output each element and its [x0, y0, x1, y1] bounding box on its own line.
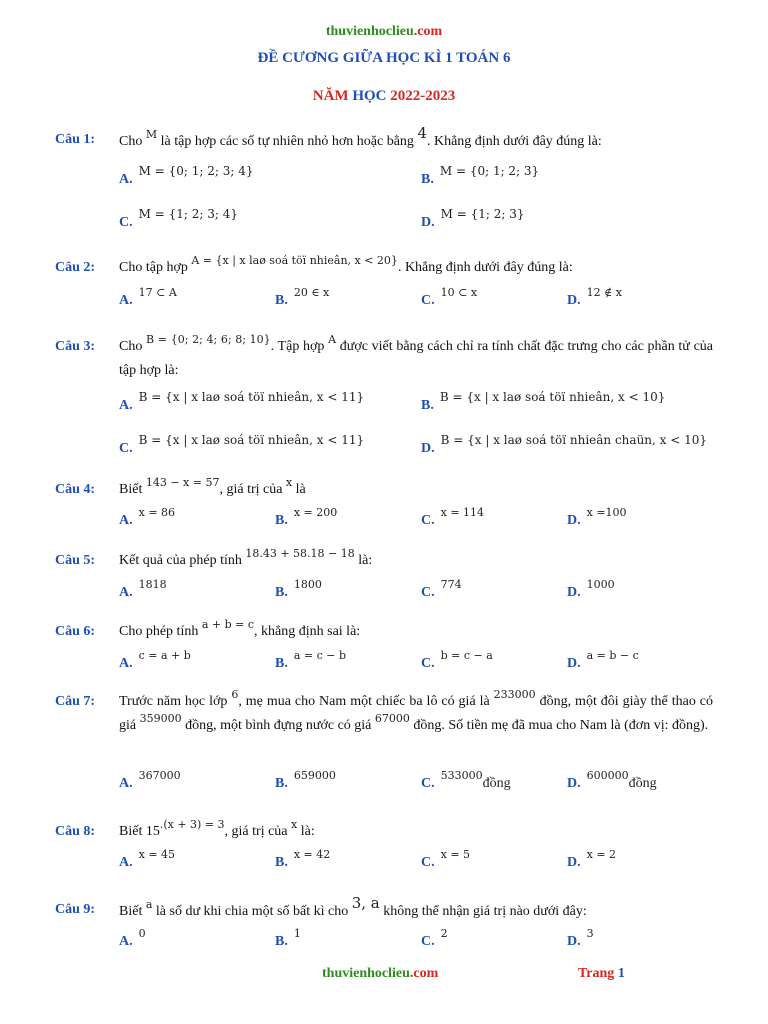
option-value: 0	[138, 927, 146, 940]
option-b[interactable]	[275, 578, 322, 601]
option-label: C.	[421, 934, 435, 949]
question-3	[55, 335, 713, 383]
math-expr: x	[291, 818, 298, 831]
option-c[interactable]	[421, 506, 485, 529]
option-value: M = {1; 2; 3; 4}	[138, 207, 238, 221]
option-value: c = a + b	[138, 649, 191, 662]
option-a[interactable]	[119, 848, 176, 871]
option-number: 533000	[440, 769, 483, 782]
option-b[interactable]	[275, 848, 331, 871]
option-value	[139, 769, 181, 782]
option-b[interactable]	[275, 927, 301, 950]
option-label: D.	[421, 215, 435, 230]
option-value: x = 86	[138, 506, 176, 519]
option-c[interactable]	[421, 649, 493, 672]
option-d[interactable]	[567, 769, 657, 792]
option-d[interactable]	[421, 433, 708, 457]
question-label: Câu 4:	[55, 482, 96, 497]
math-expr: 233000	[493, 688, 536, 701]
text-part: là tập hợp các số tự nhiên nhỏ hơn hoặc bằng	[157, 134, 418, 149]
option-value: M = {0; 1; 2; 3; 4}	[138, 164, 254, 178]
option-label: A.	[119, 172, 133, 187]
option-label: A.	[119, 585, 133, 600]
option-c[interactable]	[421, 578, 462, 601]
footer-site-tld: .com	[409, 966, 439, 981]
math-expr: 6	[231, 688, 239, 701]
question-label: Câu 5:	[55, 553, 96, 568]
school-year-mid: HỌC	[352, 88, 387, 104]
option-value: x =100	[586, 506, 627, 519]
option-c[interactable]	[421, 769, 511, 792]
text-part: Cho	[119, 134, 146, 149]
text-part: Cho tập hợp	[119, 260, 192, 275]
option-label: D.	[567, 585, 581, 600]
option-label: D.	[567, 656, 581, 671]
header-site-link[interactable]	[0, 24, 768, 40]
option-value: x = 5	[440, 848, 471, 861]
question-6	[55, 620, 713, 644]
page-number-value: 1	[617, 966, 625, 981]
question-8	[55, 820, 713, 844]
text-part: là	[292, 482, 306, 497]
option-label: A.	[119, 855, 133, 870]
math-expr: 4	[417, 124, 427, 142]
school-year-suffix: 2022-2023	[386, 88, 456, 104]
option-d[interactable]	[567, 848, 617, 871]
question-text	[119, 335, 713, 383]
option-value: 1	[293, 927, 301, 940]
option-label: C.	[119, 215, 133, 230]
option-value: 3	[586, 927, 594, 940]
option-label: B.	[275, 293, 288, 308]
question-text	[119, 820, 713, 844]
option-label: C.	[421, 855, 435, 870]
option-label: A.	[119, 656, 133, 671]
text-part: . Khẳng định dưới đây đúng là:	[397, 260, 573, 275]
option-value: b = c − a	[440, 649, 493, 662]
text-part: , mẹ mua cho Nam một chiếc ba lô có giá là	[238, 694, 494, 709]
option-value: x = 200	[293, 506, 338, 519]
option-value: 17 ⊂ A	[138, 286, 177, 299]
option-label: C.	[421, 585, 435, 600]
question-label: Câu 8:	[55, 824, 96, 839]
question-text	[119, 124, 713, 154]
footer-site-link[interactable]	[322, 966, 438, 982]
option-label: D.	[567, 776, 581, 791]
text-part: , khẳng định sai là:	[254, 624, 361, 639]
text-part: Biết	[119, 904, 146, 919]
text-part: , giá trị của	[224, 824, 292, 839]
math-expr: x	[285, 476, 293, 489]
question-text	[119, 478, 713, 502]
question-2	[55, 256, 713, 280]
option-c[interactable]	[119, 207, 238, 231]
header-site-tld: .com	[413, 24, 443, 39]
option-label: B.	[275, 855, 288, 870]
option-c[interactable]	[421, 848, 471, 871]
option-value: 1818	[138, 578, 167, 591]
text-part: . Khẳng định dưới đây đúng là:	[426, 134, 602, 149]
option-label: A.	[119, 934, 133, 949]
option-value	[294, 769, 336, 782]
option-b[interactable]	[421, 390, 666, 414]
option-label: B.	[275, 585, 288, 600]
option-c[interactable]	[421, 927, 448, 950]
question-text	[119, 620, 713, 644]
header-site-name: thuvienhoclieu	[325, 24, 414, 39]
math-expr: A	[328, 333, 337, 346]
option-value: M = {0; 1; 2; 3}	[439, 164, 540, 178]
option-b[interactable]	[421, 164, 540, 188]
option-label: D.	[421, 441, 435, 456]
math-expr: 143 − x = 57	[145, 476, 220, 489]
option-value: B = {x | x laø soá töï nhieân, x < 10}	[439, 390, 666, 404]
option-c[interactable]	[119, 433, 365, 457]
option-a[interactable]	[119, 578, 167, 601]
option-number: 367000	[138, 769, 181, 782]
option-label: D.	[567, 513, 581, 528]
option-unit: đồng	[628, 776, 657, 791]
option-label: B.	[421, 398, 434, 413]
text-part: là:	[297, 824, 315, 839]
question-text	[119, 549, 713, 573]
option-label: B.	[275, 776, 288, 791]
question-label: Câu 1:	[55, 132, 96, 147]
option-d[interactable]	[567, 927, 594, 950]
option-label: B.	[275, 656, 288, 671]
option-b[interactable]	[275, 649, 347, 672]
option-label: B.	[275, 934, 288, 949]
question-1	[55, 124, 713, 154]
question-label: Câu 2:	[55, 260, 96, 275]
option-a[interactable]	[119, 164, 254, 188]
option-label: D.	[567, 855, 581, 870]
option-value: 12 ∉ x	[586, 286, 622, 299]
option-b[interactable]	[275, 506, 338, 529]
option-label: C.	[421, 293, 435, 308]
option-b[interactable]	[275, 769, 336, 792]
option-a[interactable]	[119, 927, 146, 950]
option-label: C.	[119, 441, 133, 456]
math-expr: a + b = c	[201, 618, 255, 631]
option-a[interactable]	[119, 769, 181, 792]
option-d[interactable]	[567, 578, 615, 601]
text-part: là:	[354, 553, 373, 568]
option-d[interactable]	[567, 506, 627, 529]
text-part: Trước năm học lớp	[119, 694, 232, 709]
math-expr: .(x + 3) = 3	[159, 818, 225, 831]
text-part: Cho phép tính	[119, 624, 202, 639]
question-text	[119, 894, 713, 924]
text-part: đồng, một đôi giày thể thao có giá	[119, 694, 713, 733]
school-year-prefix: NĂM	[312, 88, 353, 104]
question-text	[119, 256, 713, 280]
option-unit: đồng	[482, 776, 511, 791]
text-part: là số dư khi chia một số bất kì cho	[152, 904, 352, 919]
question-label: Câu 9:	[55, 902, 96, 917]
text-part: , giá trị của	[219, 482, 286, 497]
option-value: x = 45	[138, 848, 176, 861]
option-value: M = {1; 2; 3}	[440, 207, 525, 221]
question-5	[55, 549, 713, 573]
option-value: B = {x | x laø soá töï nhieân, x < 11}	[138, 390, 365, 404]
option-label: A.	[119, 398, 133, 413]
option-value: 2	[440, 927, 448, 940]
math-expr: 3, a	[351, 894, 380, 912]
math-expr: 67000	[374, 712, 410, 725]
question-text	[119, 690, 713, 738]
page-label: Trang	[578, 966, 618, 981]
text-part: Biết 15	[119, 824, 160, 839]
text-part: Kết quả của phép tính	[119, 553, 246, 568]
question-label: Câu 3:	[55, 339, 96, 354]
option-label: A.	[119, 293, 133, 308]
text-part: Biết	[119, 482, 146, 497]
option-value: B = {x | x laø soá töï nhieân chaün, x < 10}	[440, 433, 708, 447]
option-value: x = 2	[586, 848, 617, 861]
option-label: A.	[119, 513, 133, 528]
text-part: đồng, một bình đựng nước có giá	[181, 718, 375, 733]
math-expr: B = {0; 2; 4; 6; 8; 10}	[146, 333, 271, 346]
option-label: B.	[275, 513, 288, 528]
question-7	[55, 690, 713, 738]
option-label: C.	[421, 513, 435, 528]
option-label: A.	[119, 776, 133, 791]
option-a[interactable]	[119, 506, 176, 529]
option-number: 659000	[293, 769, 336, 782]
footer-site-name: thuvienhoclieu	[322, 966, 410, 981]
text-part: không thể nhận giá trị nào dưới đây:	[379, 904, 587, 919]
option-value: 1000	[586, 578, 615, 591]
math-expr: 359000	[139, 712, 182, 725]
math-expr: 18.43 + 58.18 − 18	[245, 547, 355, 560]
option-value: 1800	[293, 578, 322, 591]
question-label: Câu 6:	[55, 624, 96, 639]
option-value: a = c − b	[293, 649, 347, 662]
option-label: D.	[567, 293, 581, 308]
option-a[interactable]	[119, 649, 191, 672]
text-part: được viết bằng cách chỉ ra tính chất đặc trưng cho các phần tử của tập hợp là:	[119, 339, 714, 378]
document-title: ĐỀ CƯƠNG GIỮA HỌC KÌ 1 TOÁN 6	[257, 50, 511, 66]
option-value: x = 114	[440, 506, 485, 519]
math-expr: a	[145, 898, 153, 911]
option-value	[586, 769, 657, 791]
option-d[interactable]	[421, 207, 525, 231]
option-value: a = b − c	[586, 649, 639, 662]
option-value: 20 ∈ x	[293, 286, 330, 299]
text-part: . Tập hợp	[270, 339, 329, 354]
math-expr: A = {x | x laø soá töï nhieân, x < 20}	[191, 254, 398, 267]
option-value: 10 ⊂ x	[440, 286, 478, 299]
question-label: Câu 7:	[55, 694, 96, 709]
text-part: Cho	[119, 339, 147, 354]
option-value	[440, 769, 511, 791]
question-9	[55, 894, 713, 924]
option-a[interactable]	[119, 390, 365, 414]
option-label: D.	[567, 934, 581, 949]
option-label: B.	[421, 172, 434, 187]
option-value: x = 42	[293, 848, 331, 861]
text-part: đồng. Số tiền mẹ đã mua cho Nam là (đơn vị: đồng).	[409, 718, 709, 733]
option-label: C.	[421, 656, 435, 671]
question-4	[55, 478, 713, 502]
school-year	[0, 88, 768, 105]
option-number: 600000	[586, 769, 629, 782]
option-label: C.	[421, 776, 435, 791]
page-number	[578, 966, 625, 982]
option-value: 774	[440, 578, 462, 591]
option-value: B = {x | x laø soá töï nhieân, x < 11}	[138, 433, 365, 447]
math-expr: M	[145, 128, 158, 141]
option-d[interactable]	[567, 649, 639, 672]
